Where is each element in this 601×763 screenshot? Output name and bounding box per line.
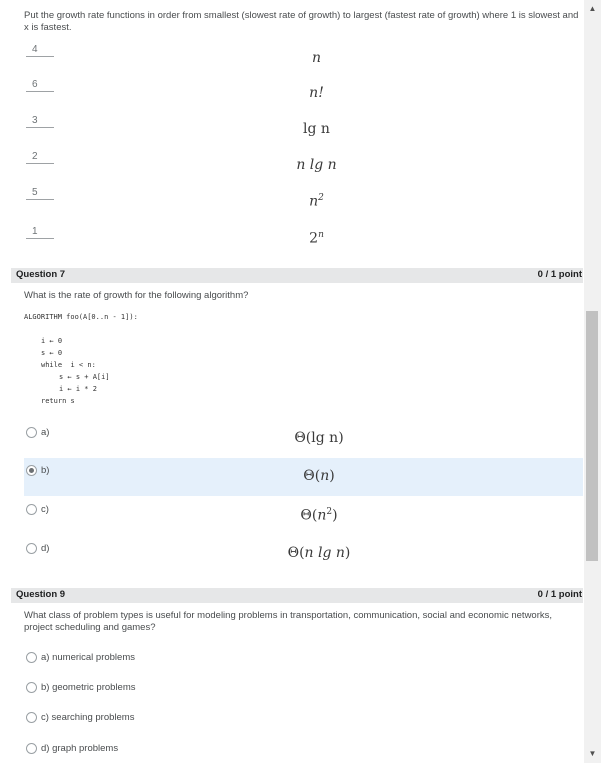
growth-function: $n^2$ (309, 193, 324, 210)
choice-expression: $\Theta(n^2)$ (300, 507, 338, 524)
question-header (11, 588, 583, 603)
scroll-down-icon[interactable]: ▼ (588, 749, 597, 758)
matching-row (0, 44, 583, 80)
matching-answer: 5 (26, 187, 54, 200)
code-line: while i < n: (41, 361, 96, 369)
choice-option-b[interactable] (24, 680, 424, 696)
scrollbar-thumb[interactable] (586, 311, 598, 561)
choice-expression: Θ(n) (303, 468, 335, 484)
choice-option-c[interactable] (24, 497, 583, 535)
question-prompt: What class of problem types is useful for modeling problems in transportation, communication, social and economic networks, project scheduling and games? (24, 610, 553, 633)
choice-option-d[interactable] (24, 741, 424, 757)
matching-answer: 4 (26, 44, 54, 57)
question-instructions: Put the growth rate functions in order from smallest (slowest rate of growth) to largest (fastest rate of growth) where 1 is slowest and x is fastest. (24, 10, 579, 33)
code-line: s ← s + A[i] (59, 373, 110, 381)
choice-label: d) graph problems (41, 743, 119, 754)
radio-button[interactable] (26, 743, 37, 754)
question-score: 0 / 1 point (537, 269, 582, 280)
growth-function: 2$^n$ (309, 230, 324, 247)
matching-row (0, 151, 583, 187)
choice-option-a[interactable] (24, 419, 583, 457)
code-line: s ← 0 (41, 349, 63, 357)
choice-label: c) (41, 504, 49, 515)
choice-label: d) (41, 543, 50, 554)
radio-button[interactable] (26, 682, 37, 693)
matching-answer: 2 (26, 151, 54, 164)
question-title: Question 7 (16, 269, 66, 280)
vertical-scrollbar[interactable] (584, 0, 601, 763)
radio-button[interactable] (26, 427, 37, 438)
growth-function: n lg n (296, 157, 337, 173)
choice-label: c) searching problems (41, 712, 135, 723)
matching-answer: 6 (26, 79, 54, 92)
scroll-up-icon[interactable]: ▲ (588, 4, 597, 13)
matching-row (0, 187, 583, 223)
growth-function: n (311, 50, 322, 66)
question-score: 0 / 1 point (537, 589, 582, 600)
matching-row (0, 115, 583, 151)
growth-function: n! (309, 85, 324, 101)
radio-button[interactable] (26, 712, 37, 723)
choice-label: a) numerical problems (41, 652, 135, 663)
matching-row (0, 79, 583, 115)
choice-option-d[interactable] (24, 537, 583, 575)
choice-option-a[interactable] (24, 650, 424, 666)
choice-expression: Θ(lg n) (294, 430, 344, 446)
choice-option-c[interactable] (24, 710, 424, 726)
matching-answer: 3 (26, 115, 54, 128)
radio-button[interactable] (26, 465, 37, 476)
matching-row (0, 226, 583, 262)
choice-label: b) geometric problems (41, 682, 136, 693)
question-header (11, 268, 583, 283)
choice-option-b[interactable] (24, 458, 583, 496)
radio-button[interactable] (26, 504, 37, 515)
choice-label: a) (41, 427, 50, 438)
code-line: return s (41, 397, 75, 405)
radio-button[interactable] (26, 543, 37, 554)
question-title: Question 9 (16, 589, 66, 600)
code-line: i ← i * 2 (59, 385, 97, 393)
radio-button[interactable] (26, 652, 37, 663)
question-prompt: What is the rate of growth for the following algorithm? (24, 290, 249, 301)
growth-function: lg n (303, 121, 330, 137)
code-line: i ← 0 (41, 337, 63, 345)
code-line: ALGORITHM foo(A[0..n - 1]): (24, 313, 138, 321)
matching-answer: 1 (26, 226, 54, 239)
choice-expression: Θ(n lg n) (287, 545, 351, 561)
choice-label: b) (41, 465, 50, 476)
